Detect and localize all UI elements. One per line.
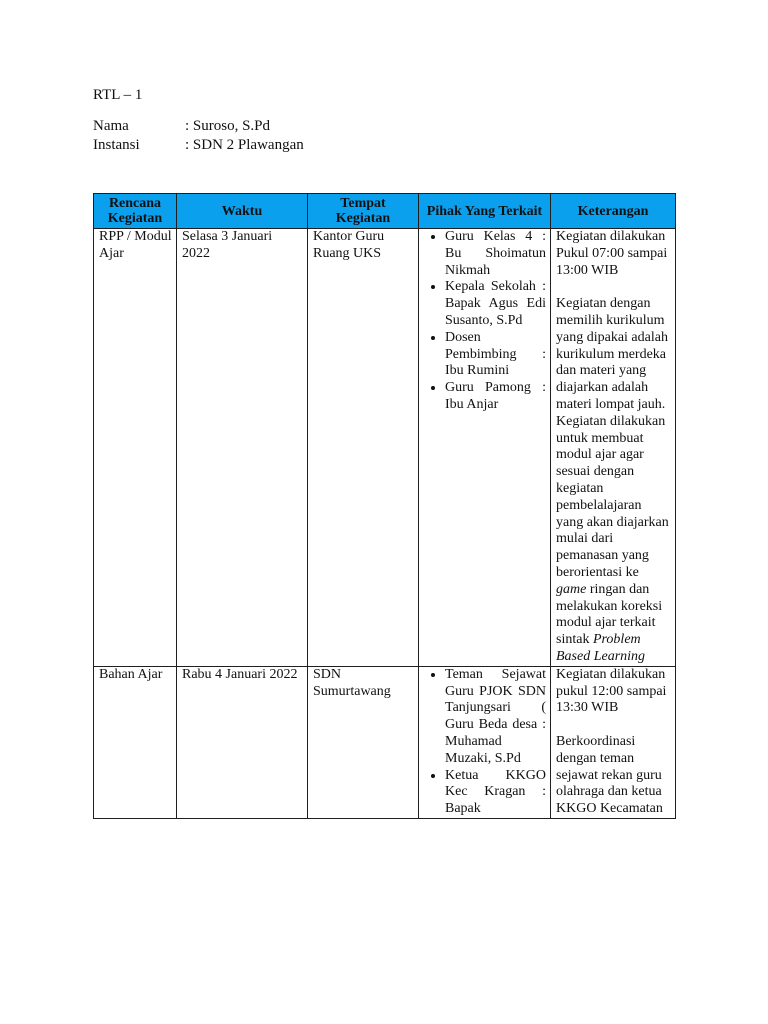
keterangan-time: Kegiatan dilakukan pukul 12:00 sampai 13:30 WIB xyxy=(556,666,667,716)
name-label: Nama xyxy=(93,118,129,134)
header-waktu: Waktu xyxy=(177,194,308,229)
identity-block xyxy=(93,117,304,155)
cell-kegiatan: RPP / Modul Ajar xyxy=(94,229,177,667)
description-emphasis: Problem Based Learning xyxy=(556,632,646,664)
table-header-row xyxy=(94,194,676,229)
cell-pihak xyxy=(419,666,551,818)
description-emphasis: game xyxy=(556,581,587,597)
header-tempat-kegiatan: Tempat Kegiatan xyxy=(308,194,419,229)
cell-tempat: Kantor Guru Ruang UKS xyxy=(308,229,419,667)
list-item: • Ketua KKGO Kec Kragan : Bapak xyxy=(445,768,546,818)
header-rencana-kegiatan: Rencana Kegiatan xyxy=(94,194,177,229)
cell-keterangan xyxy=(551,229,676,667)
cell-keterangan xyxy=(551,666,676,818)
list-item: • Guru Kelas 4 : Bu Shoimatun Nikmah xyxy=(445,229,546,279)
cell-pihak xyxy=(419,229,551,667)
keterangan-description xyxy=(556,296,671,666)
parties-list xyxy=(424,229,546,414)
name-row xyxy=(93,117,304,136)
list-item: • Dosen Pembimbing : Ibu Rumini xyxy=(445,330,546,380)
institution-label: Instansi xyxy=(93,137,140,153)
list-item: • Guru Pamong : Ibu Anjar xyxy=(445,380,546,414)
cell-waktu: Rabu 4 Januari 2022 xyxy=(177,666,308,818)
table-row xyxy=(94,229,676,667)
document-title: RTL – 1 xyxy=(93,87,143,103)
parties-list xyxy=(424,667,546,818)
paragraph-gap xyxy=(556,717,671,734)
description-text: Kegiatan dengan memilih kurikulum yang dipakai adalah kurikulum merdeka dan materi yang diajarkan adalah materi lompat jauh. Kegiatan dilakukan untuk membuat modul ajar agar sesuai dengan kegiatan pembelalajaran yang akan diajarkan mulai dari pemanasan yang berorientasi ke xyxy=(556,296,669,580)
keterangan-description: Berkoordinasi dengan teman sejawat rekan guru olahraga dan ketua KKGO Kecamatan xyxy=(556,733,663,817)
cell-waktu: Selasa 3 Januari 2022 xyxy=(177,229,308,667)
activity-plan-table xyxy=(93,193,676,819)
keterangan-time: Kegiatan dilakukan Pukul 07:00 sampai 13:00 WIB xyxy=(556,229,668,278)
list-item: • Teman Sejawat Guru PJOK SDN Tanjungsari ( Guru Beda desa : Muhamad Muzaki, S.Pd xyxy=(445,667,546,768)
cell-tempat: SDN Sumurtawang xyxy=(308,666,419,818)
paragraph-gap xyxy=(556,279,671,296)
header-pihak-yang-terkait: Pihak Yang Terkait xyxy=(419,194,551,229)
header-keterangan: Keterangan xyxy=(551,194,676,229)
description-text: ringan dan melakukan koreksi modul ajar terkait sintak xyxy=(556,581,663,648)
name-value: : Suroso, S.Pd xyxy=(185,118,271,134)
table-row xyxy=(94,666,676,818)
institution-value: : SDN 2 Plawangan xyxy=(185,137,304,153)
institution-row xyxy=(93,136,304,155)
list-item: • Kepala Sekolah : Bapak Agus Edi Susanto, S.Pd xyxy=(445,279,546,329)
cell-kegiatan: Bahan Ajar xyxy=(94,666,177,818)
